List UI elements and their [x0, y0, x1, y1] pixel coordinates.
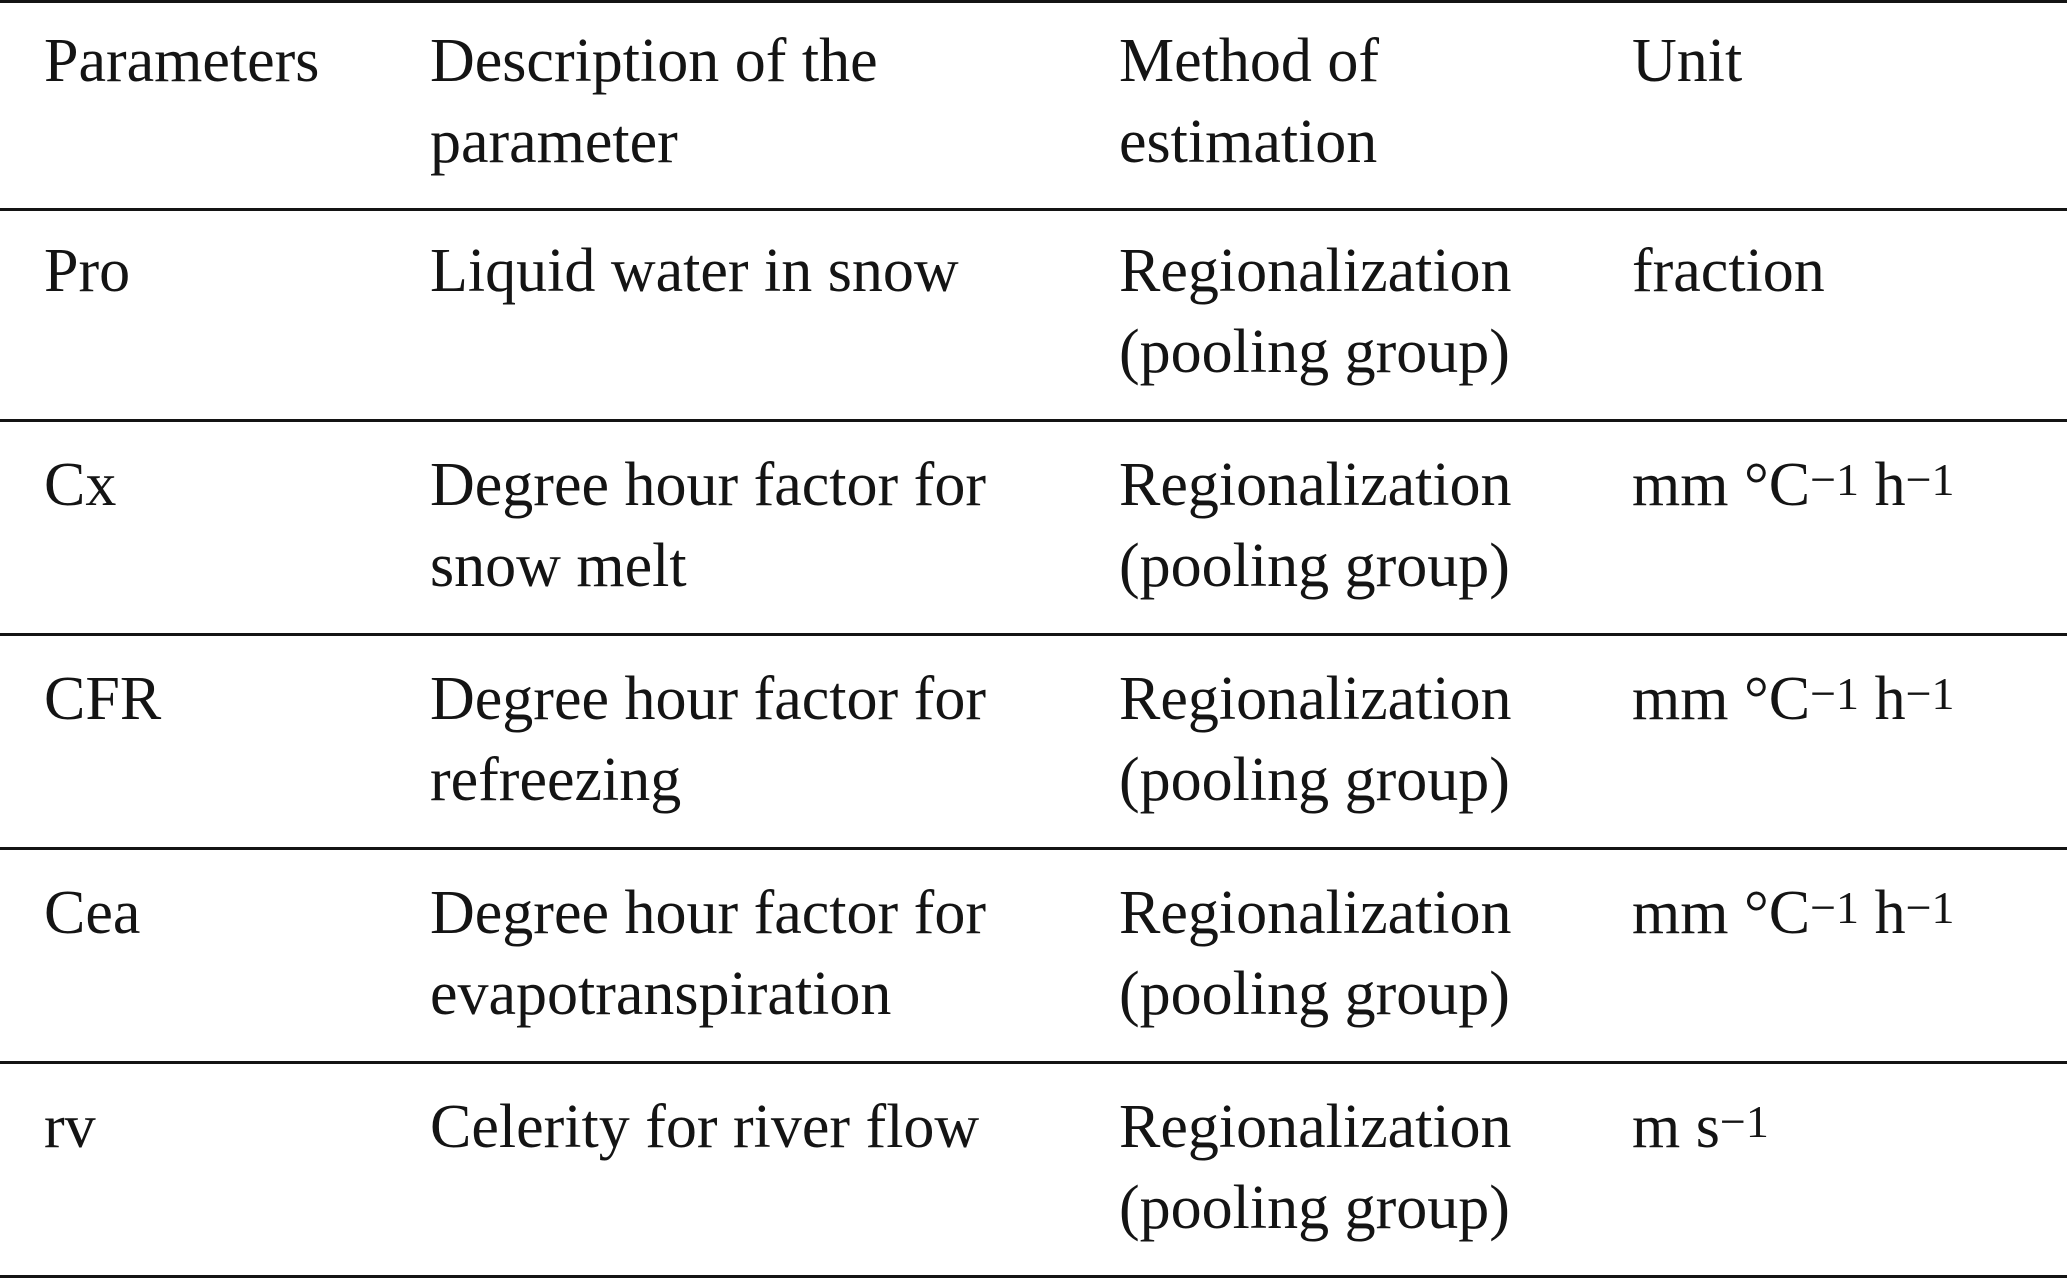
method-cell: Regionalization (pooling group) — [1119, 1093, 1512, 1242]
header-parameters: Parameters — [44, 27, 320, 95]
row-rule — [0, 633, 2067, 636]
description-cell: Liquid water in snow — [430, 237, 959, 305]
row-rule — [0, 847, 2067, 850]
unit-cell: m $s^{-1}$ — [1632, 1093, 1769, 1161]
parameter-cell: Cea — [44, 879, 141, 947]
method-cell: Regionalization (pooling group) — [1119, 237, 1512, 386]
description-cell: Celerity for river flow — [430, 1093, 980, 1161]
method-cell: Regionalization (pooling group) — [1119, 665, 1512, 814]
header-description: Description of the parameter — [430, 27, 878, 176]
description-cell: Degree hour factor for snow melt — [430, 451, 986, 600]
header-method: Method of estimation — [1119, 27, 1380, 176]
unit-cell: fraction — [1632, 237, 1825, 305]
description-cell: Degree hour factor for evapotranspiration — [430, 879, 986, 1028]
unit-cell: mm $^\circ C^{-1}$ $h^{-1}$ — [1632, 665, 1955, 733]
header-rule — [0, 208, 2067, 211]
parameter-cell: Pro — [44, 237, 131, 305]
parameter-cell: CFR — [44, 665, 162, 733]
row-rule — [0, 1061, 2067, 1064]
method-cell: Regionalization (pooling group) — [1119, 879, 1512, 1028]
method-cell: Regionalization (pooling group) — [1119, 451, 1512, 600]
unit-cell: mm $^\circ C^{-1}$ $h^{-1}$ — [1632, 879, 1955, 947]
header-unit: Unit — [1632, 27, 1743, 95]
row-rule — [0, 419, 2067, 422]
parameter-cell: Cx — [44, 451, 117, 519]
description-cell: Degree hour factor for refreezing — [430, 665, 986, 814]
table-bottom-rule — [0, 1275, 2067, 1278]
unit-cell: mm $^\circ C^{-1}$ $h^{-1}$ — [1632, 451, 1955, 519]
parameter-cell: rv — [44, 1093, 96, 1161]
table-top-rule — [0, 0, 2067, 3]
